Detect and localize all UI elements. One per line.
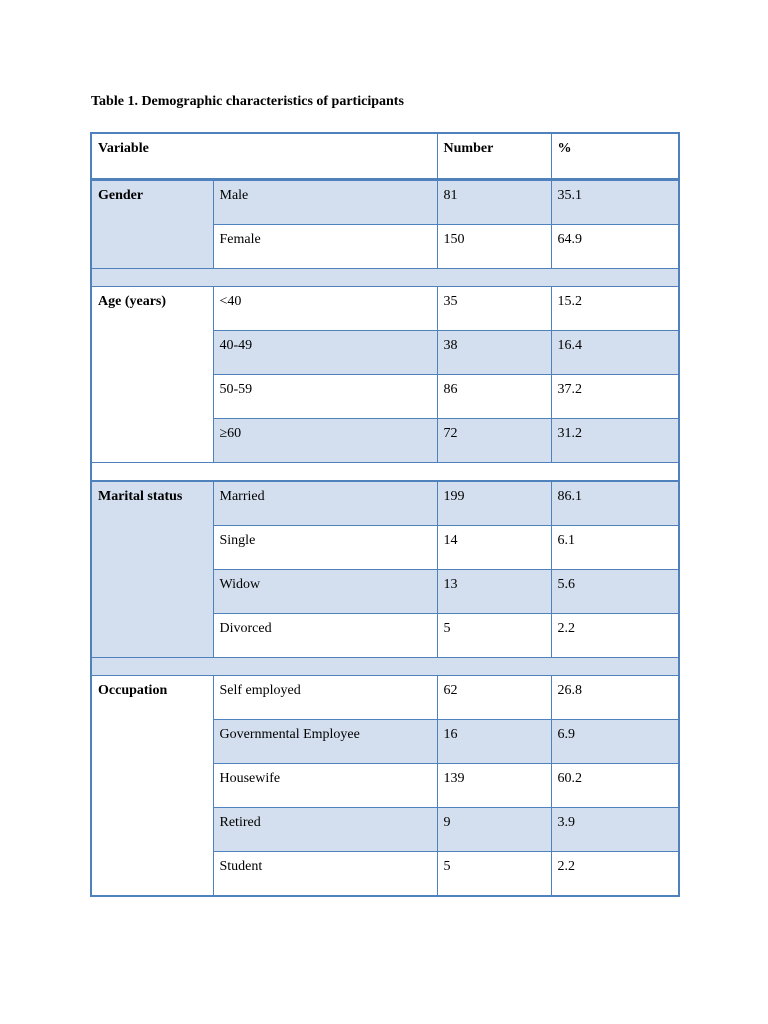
number-cell: 35	[437, 287, 551, 331]
header-percent: %	[551, 133, 679, 180]
percent-cell: 35.1	[551, 180, 679, 225]
number-cell: 13	[437, 570, 551, 614]
number-cell: 9	[437, 808, 551, 852]
number-cell: 16	[437, 720, 551, 764]
number-cell: 62	[437, 676, 551, 720]
percent-cell: 2.2	[551, 614, 679, 658]
percent-cell: 37.2	[551, 375, 679, 419]
category-cell: <40	[213, 287, 437, 331]
category-cell: Self employed	[213, 676, 437, 720]
number-cell: 38	[437, 331, 551, 375]
category-cell: Male	[213, 180, 437, 225]
number-cell: 14	[437, 526, 551, 570]
group-label-occupation: Occupation	[91, 676, 213, 897]
number-cell: 150	[437, 225, 551, 269]
percent-cell: 6.9	[551, 720, 679, 764]
number-cell: 5	[437, 852, 551, 897]
percent-cell: 5.6	[551, 570, 679, 614]
percent-cell: 64.9	[551, 225, 679, 269]
category-cell: Divorced	[213, 614, 437, 658]
table-title: Table 1. Demographic characteristics of participants	[91, 94, 404, 109]
percent-cell: 15.2	[551, 287, 679, 331]
percent-cell: 60.2	[551, 764, 679, 808]
spacer-row	[91, 269, 679, 287]
spacer-row	[91, 658, 679, 676]
demographics-table	[90, 132, 680, 897]
number-cell: 86	[437, 375, 551, 419]
category-cell: ≥60	[213, 419, 437, 463]
percent-cell: 6.1	[551, 526, 679, 570]
category-cell: Married	[213, 481, 437, 526]
spacer-cell	[91, 463, 679, 482]
category-cell: 40-49	[213, 331, 437, 375]
percent-cell: 2.2	[551, 852, 679, 897]
category-cell: Female	[213, 225, 437, 269]
percent-cell: 31.2	[551, 419, 679, 463]
category-cell: Housewife	[213, 764, 437, 808]
number-cell: 5	[437, 614, 551, 658]
category-cell: Widow	[213, 570, 437, 614]
group-label-marital-status: Marital status	[91, 481, 213, 658]
category-cell: Retired	[213, 808, 437, 852]
category-cell: Student	[213, 852, 437, 897]
number-cell: 72	[437, 419, 551, 463]
percent-cell: 16.4	[551, 331, 679, 375]
group-label-age: Age (years)	[91, 287, 213, 463]
header-number: Number	[437, 133, 551, 180]
percent-cell: 26.8	[551, 676, 679, 720]
table-row	[91, 180, 679, 225]
category-cell: Single	[213, 526, 437, 570]
category-cell: 50-59	[213, 375, 437, 419]
percent-cell: 86.1	[551, 481, 679, 526]
header-row	[91, 133, 679, 180]
spacer-cell	[91, 658, 679, 676]
table-row	[91, 287, 679, 331]
number-cell: 81	[437, 180, 551, 225]
number-cell: 139	[437, 764, 551, 808]
category-cell: Governmental Employee	[213, 720, 437, 764]
table-row	[91, 676, 679, 720]
spacer-row	[91, 463, 679, 482]
percent-cell: 3.9	[551, 808, 679, 852]
spacer-cell	[91, 269, 679, 287]
header-variable: Variable	[91, 133, 437, 180]
group-label-gender: Gender	[91, 180, 213, 269]
table-row	[91, 481, 679, 526]
number-cell: 199	[437, 481, 551, 526]
